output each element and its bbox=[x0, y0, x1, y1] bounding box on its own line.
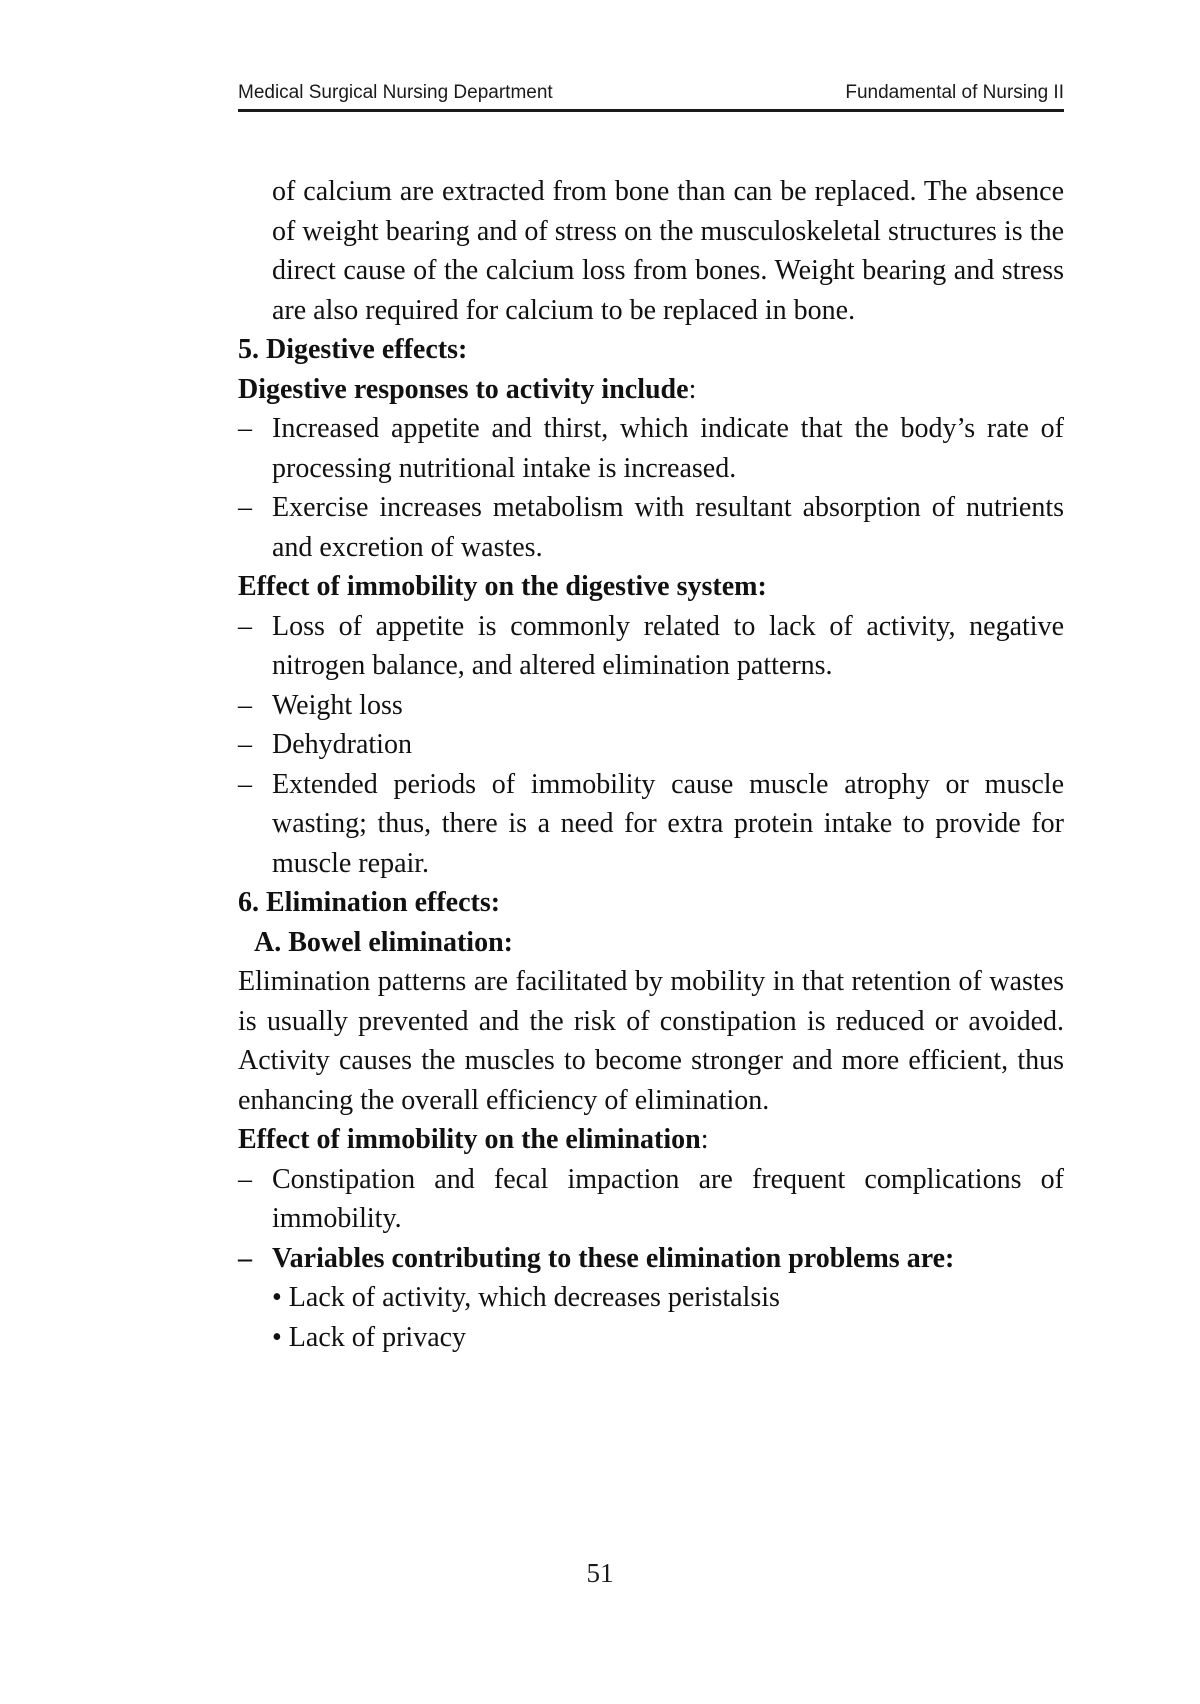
list-item bbox=[238, 1160, 1064, 1239]
elimination-immobility-heading-colon: : bbox=[700, 1124, 709, 1155]
page-content bbox=[238, 172, 1064, 1357]
digestive-responses-heading-colon: : bbox=[688, 373, 697, 405]
digestive-immobility-heading: Effect of immobility on the digestive system: bbox=[238, 571, 767, 602]
list-item-text: Increased appetite and thirst, which indicate that the body’s rate of processing nutritional intake is increased. bbox=[272, 413, 1064, 484]
list-item bbox=[238, 409, 1064, 488]
dash-marker: – bbox=[238, 610, 252, 642]
dash-marker: – bbox=[238, 413, 252, 444]
dash-marker: – bbox=[238, 1242, 252, 1274]
bowel-elimination-paragraph: Elimination patterns are facilitated by mobility in that retention of wastes is usually prevented and the risk of constipation is reduced or avoided. Activity causes the muscles to become stronger and more efficient, thus enhancing the overall efficiency of elimination. bbox=[238, 966, 1064, 1116]
dash-marker: – bbox=[238, 729, 252, 760]
variables-heading: Variables contributing to these elimination problems are: bbox=[272, 1242, 955, 1274]
bullet-item: • Lack of activity, which decreases peristalsis bbox=[272, 1282, 780, 1313]
elimination-immobility-heading bbox=[238, 1120, 1064, 1160]
list-item bbox=[238, 765, 1064, 884]
list-item-text: Loss of appetite is commonly related to lack of activity, negative nitrogen balance, and altered elimination patterns. bbox=[272, 610, 1064, 681]
header-course: Fundamental of Nursing II bbox=[845, 82, 1064, 103]
list-item bbox=[238, 1239, 1064, 1279]
list-item-text: Exercise increases metabolism with resultant absorption of nutrients and excretion of wastes. bbox=[272, 492, 1064, 563]
dash-marker: – bbox=[238, 768, 252, 800]
bullet-item: • Lack of privacy bbox=[272, 1321, 467, 1353]
section-heading-elimination: 6. Elimination effects: bbox=[238, 887, 501, 918]
list-item-text: Constipation and fecal impaction are frequent complications of immobility. bbox=[272, 1163, 1064, 1234]
digestive-responses-heading-text: Digestive responses to activity include bbox=[238, 373, 689, 405]
header-department: Medical Surgical Nursing Department bbox=[238, 82, 553, 103]
page-header bbox=[238, 82, 1064, 112]
list-item-text: Extended periods of immobility cause muscle atrophy or muscle wasting; thus, there is a need for extra protein intake to provide for muscle repair. bbox=[272, 768, 1064, 879]
list-item bbox=[238, 686, 1064, 726]
list-item bbox=[238, 607, 1064, 686]
list-item bbox=[238, 488, 1064, 567]
page-number: 51 bbox=[586, 1558, 614, 1588]
dash-marker: – bbox=[238, 492, 252, 523]
intro-paragraph: of calcium are extracted from bone than can be replaced. The absence of weight bearing and of stress on the musculoskeletal structures is the direct cause of the calcium loss from bones. Weight bearing and stress are also required for calcium to be replaced in bone. bbox=[272, 176, 1064, 326]
list-item-text: Dehydration bbox=[272, 729, 412, 760]
elimination-immobility-heading-text: Effect of immobility on the elimination bbox=[238, 1124, 701, 1155]
dash-marker: – bbox=[238, 1163, 252, 1195]
digestive-responses-heading bbox=[238, 370, 1064, 410]
dash-marker: – bbox=[238, 689, 252, 721]
list-item-text: Weight loss bbox=[272, 689, 403, 721]
list-item bbox=[238, 725, 1064, 765]
section-heading-digestive: 5. Digestive effects: bbox=[238, 334, 468, 365]
bowel-elimination-heading: A. Bowel elimination: bbox=[254, 926, 513, 958]
